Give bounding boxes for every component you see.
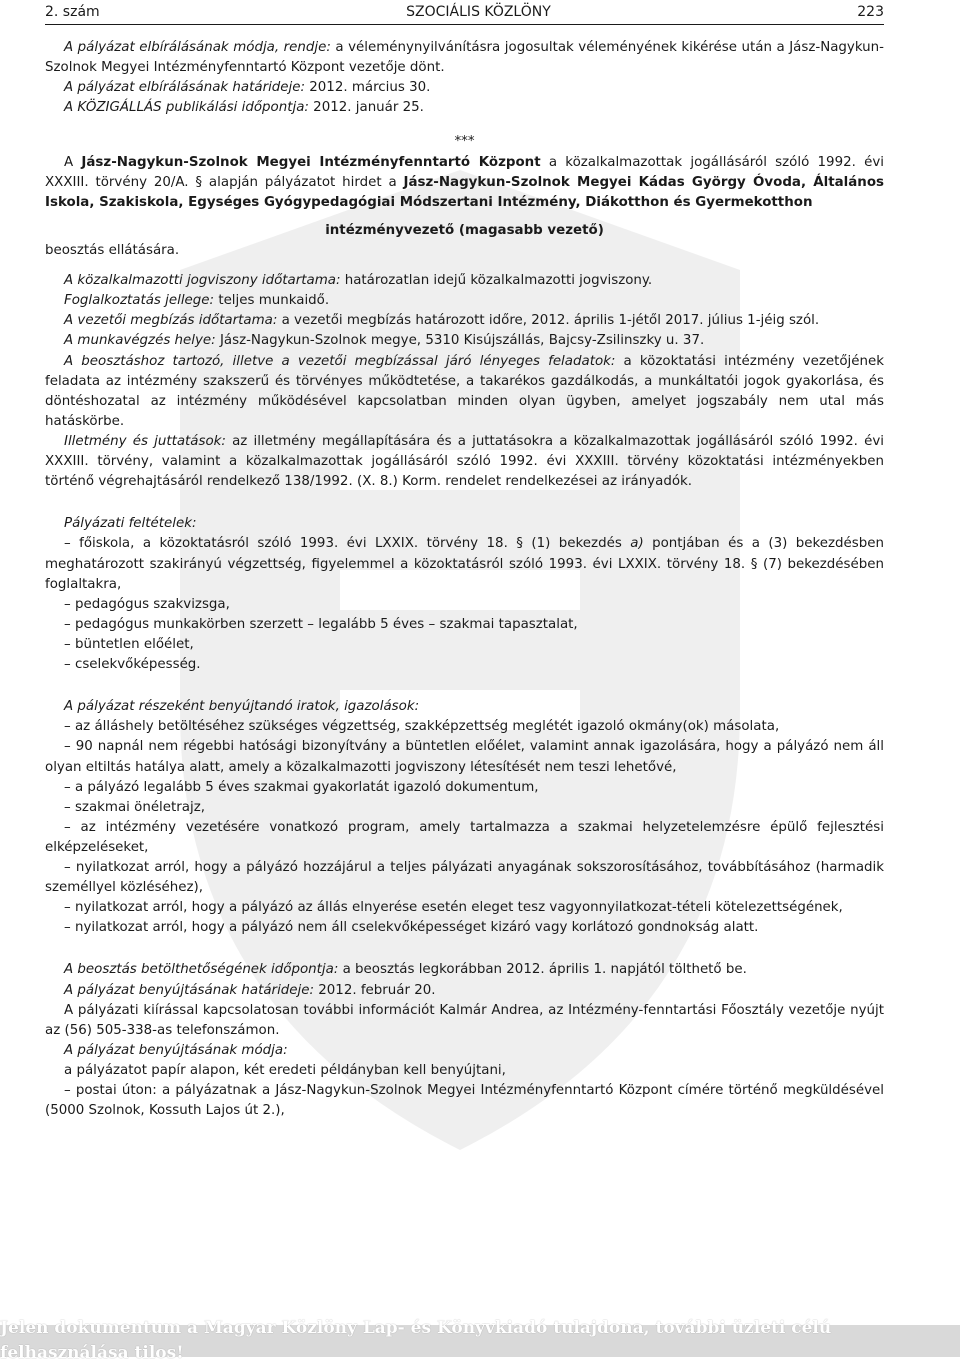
requirement-item: – főiskola, a közoktatásról szóló 1993. évi LXXIX. törvény 18. § (1) bekezdés a) pontjában és a (3) bekezdésben meghatározott szakirányú végzettség, figyelemmel a közoktatásról szóló 1993. évi LXXIX. törvény 18. § (7) bekezdésében foglaltakra, [45,536,884,592]
document-item: – az intézmény vezetésére vonatkozó program, amely tartalmazza a szakmai helyzetelemzésre épülő fejlesztési elképzeléseket, [45,819,884,855]
start-date: A beosztás betölthetőségének időpontja: a beosztás legkorábban 2012. április 1. napjától tölthető be. [64,962,747,978]
copyright-footer: Jelen dokumentum a Magyar Közlöny Lap- és Könyvkiadó tulajdona, további üzleti célú felhasználása tilos! [0,1325,960,1357]
detail-workplace: A munkavégzés helye: Jász-Nagykun-Szolnok megye, 5310 Kisújszállás, Bajcsy-Zsilinszky u. 37. [64,333,705,349]
document-item: – az álláshely betöltéséhez szükséges végzettség, szakképzettség meglétét igazoló okmány(ok) másolata, [64,719,780,735]
requirement-item: – büntetlen előélet, [64,636,194,652]
document-item: – nyilatkozat arról, hogy a pályázó hozzájárul a teljes pályázati anyagának sokszorosításához, továbbításához (harmadik személlyel közléséhez), [45,860,884,896]
documents-heading: A pályázat részeként benyújtandó iratok, igazolások: [64,699,420,715]
section-separator: *** [454,134,475,150]
document-item: – szakmai önéletrajz, [64,799,205,815]
requirements-heading: Pályázati feltételek: [64,516,197,532]
journal-title: SZOCIÁLIS KÖZLÖNY [406,3,551,20]
page-content [45,38,884,1121]
document-item: – nyilatkozat arról, hogy a pályázó az állás elnyerése esetén eleget tesz vagyonnyilatkozat-tételi kötelezettségének, [64,900,843,916]
document-item: – nyilatkozat arról, hogy a pályázó nem áll cselekvőképességet kizáró vagy korlátozó gondnokság alatt. [64,920,759,936]
position-suffix: beosztás ellátására. [45,242,180,258]
announcement-paragraph: A Jász-Nagykun-Szolnok Megyei Intézményfenntartó Központ a közalkalmazottak jogállásáról szóló 1992. évi XXXIII. törvény 20/A. § alapján pályázatot hirdet a Jász-Nagykun-Szolnok Megyei Kádas György Óvoda, Általános Iskola, Szakiskola, Egységes Gyógypedagógiai Módszertani Intézmény, Diákotthon és Gyermekotthon [45,154,884,210]
detail-employment-type: Foglalkoztatás jellege: teljes munkaidő. [64,293,330,309]
prev-evaluation-deadline: A pályázat elbírálásának határideje: 2012. március 30. [64,80,431,96]
detail-salary: Illetmény és juttatások: az illetmény megállapítására és a juttatásokra a közalkalmazottak jogállásáról szóló 1992. évi XXXIII. törvény, valamint a közalkalmazottak jogállásáról szóló 1992. évi XXXIII. törvény közoktatási intézményekben történő végrehajtásáról rendelkező 138/1992. (X. 8.) Korm. rendelet rendelkezései az irányadók. [45,433,884,490]
document-item: – a pályázó legalább 5 éves szakmai gyakorlatát igazoló dokumentum, [64,779,539,795]
document-item: – 90 napnál nem régebbi hatósági bizonyítvány a büntetlen előélet, valamint annak igazolására, hogy a pályázó nem áll olyan eltiltás hatálya alatt, amely a közalkalmazotti jogviszony létesítését nem teszi lehetővé, [45,739,884,775]
detail-mandate-duration: A vezetői megbízás időtartama: a vezetői megbízás határozott időre, 2012. április 1-jétől 2017. július 1-jéig szól. [64,313,820,329]
issue-number: 2. szám [45,3,100,20]
page-header [45,0,884,25]
submission-deadline: A pályázat benyújtásának határideje: 2012. február 20. [64,982,436,998]
requirement-item: – pedagógus munkakörben szerzett – legalább 5 éves – szakmai tapasztalat, [64,616,578,632]
requirement-item: – cselekvőképesség. [64,657,201,673]
requirement-item: – pedagógus szakvizsga, [64,596,230,612]
contact-info: A pályázati kiírással kapcsolatosan további információt Kalmár Andrea, az Intézmény-fenntartási Főosztály vezetője nyújt az (56) 505-338-as telefonszámon. [45,1002,884,1038]
position-title: intézményvezető (magasabb vezető) [325,222,604,238]
submission-post-item: – postai úton: a pályázatnak a Jász-Nagykun-Szolnok Megyei Intézményfenntartó Központ címére történő megküldésével (5000 Szolnok, Kossuth Lajos út 2.), [45,1083,884,1119]
submission-method-text: a pályázatot papír alapon, két eredeti példányban kell benyújtani, [64,1063,506,1079]
page-number: 223 [857,3,884,20]
prev-publication-date: A KÖZIGÁLLÁS publikálási időpontja: 2012. január 25. [64,100,424,116]
detail-duties: A beosztáshoz tartozó, illetve a vezetői megbízással járó lényeges feladatok: a közoktatási intézmény vezetőjének feladata az intézmény szakszerű és törvényes működtetése, a takarékos gazdálkodás, a munkáltatói jogok gyakorlása, és döntéshozatal az intézmény működésével kapcsolatban minden olyan ügyben, amelyet jogszabály nem utal más hatáskörbe. [45,353,884,429]
submission-method-heading: A pályázat benyújtásának módja: [64,1042,288,1058]
detail-employment-duration: A közalkalmazotti jogviszony időtartama: határozatlan idejű közalkalmazotti jogviszony. [64,273,653,289]
prev-evaluation-method: A pályázat elbírálásának módja, rendje: a véleménynyilvánításra jogosultak véleményének kikérése után a Jász-Nagykun-Szolnok Megyei Intézményfenntartó Központ vezetője dönt. [45,40,884,76]
